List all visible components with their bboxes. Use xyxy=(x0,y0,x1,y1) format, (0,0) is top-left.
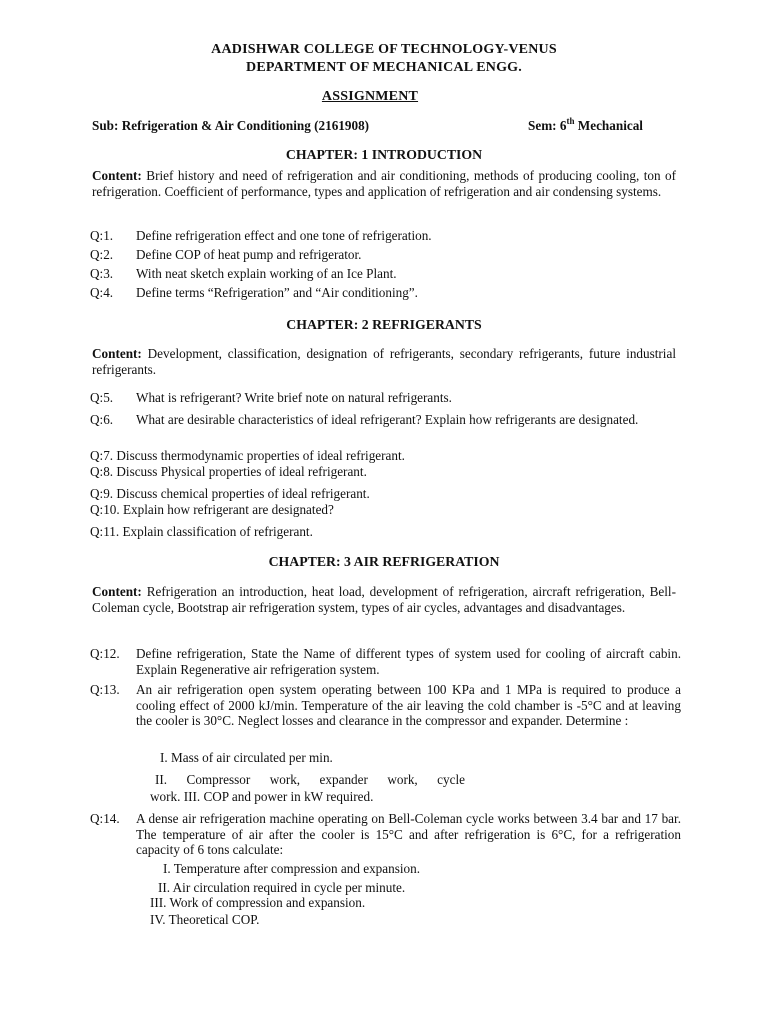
question-text: Define terms “Refrigeration” and “Air conditioning”. xyxy=(136,285,418,300)
chapter1-content xyxy=(92,168,676,199)
question-number: Q:12. xyxy=(90,646,120,661)
question-number: Q:3. xyxy=(90,266,114,281)
chapter2-content xyxy=(92,346,676,377)
question-number: Q:14. xyxy=(90,811,120,826)
sem-suffix: Mechanical xyxy=(574,118,643,133)
q13-part-ii: II. Compressor work, expander work, cycle xyxy=(155,772,465,787)
chapter3-title: CHAPTER: 3 AIR REFRIGERATION xyxy=(268,554,500,569)
question-text: Define refrigeration effect and one tone of refrigeration. xyxy=(136,228,432,243)
subject-line: Sub: Refrigeration & Air Conditioning (2161908) xyxy=(92,118,370,133)
question-line: Q:11. Explain classification of refrigerant. xyxy=(90,524,313,539)
q14-part-iv: IV. Theoretical COP. xyxy=(150,912,260,927)
q14-part-i: I. Temperature after compression and expansion. xyxy=(163,861,420,876)
question-text: With neat sketch explain working of an Ice Plant. xyxy=(136,266,397,281)
assignment-label: ASSIGNMENT xyxy=(321,89,419,104)
question-number: Q:2. xyxy=(90,247,114,262)
question-row xyxy=(0,646,768,678)
question-number: Q:1. xyxy=(90,228,114,243)
content-text: Brief history and need of refrigeration and air conditioning, methods of producing cooling, ton of refrigeration. Coefficient of performance, types and application of refrigeration and air condensing systems. xyxy=(92,168,676,199)
q14-part-iii: III. Work of compression and expansion. xyxy=(150,895,366,910)
question-number: Q:6. xyxy=(90,412,114,427)
question-line: Q:9. Discuss chemical properties of ideal refrigerant. xyxy=(90,486,370,501)
chapter1-title: CHAPTER: 1 INTRODUCTION xyxy=(285,147,483,162)
assignment-heading xyxy=(0,89,768,105)
content-label: Content: xyxy=(92,584,142,599)
chapter2-title: CHAPTER: 2 REFRIGERANTS xyxy=(286,317,482,332)
q13-part-i: I. Mass of air circulated per min. xyxy=(160,750,333,765)
content-text: Refrigeration an introduction, heat load, development of refrigeration, aircraft refrigeration, Bell-Coleman cycle, Bootstrap air refrigeration system, types of air cycles, advantages and disadvantages. xyxy=(92,584,676,615)
chapter3-content xyxy=(92,584,676,615)
question-line: Q:10. Explain how refrigerant are designated? xyxy=(90,502,334,517)
semester-line xyxy=(528,118,643,134)
question-number: Q:5. xyxy=(90,390,114,405)
question-text: A dense air refrigeration machine operating on Bell-Coleman cycle works between 3.4 bar and 17 bar. The temperature of air after the cooler is 15°C and after refrigeration is 6°C, for a refrigeration capacity of 6 tons calculate: xyxy=(136,811,681,857)
sem-prefix: Sem: 6 xyxy=(528,118,567,133)
department-name: DEPARTMENT OF MECHANICAL ENGG. xyxy=(246,60,522,75)
question-row xyxy=(0,266,768,285)
question-line: Q:8. Discuss Physical properties of ideal refrigerant. xyxy=(90,464,367,479)
content-label: Content: xyxy=(92,168,142,183)
content-label: Content: xyxy=(92,346,142,361)
question-row xyxy=(0,247,768,266)
question-row xyxy=(0,682,768,748)
content-text: Development, classification, designation of refrigerants, secondary refrigerants, future industrial refrigerants. xyxy=(92,346,676,377)
q13-part-iii: work. III. COP and power in kW required. xyxy=(150,789,374,804)
question-row xyxy=(0,811,768,861)
question-text: Define COP of heat pump and refrigerator. xyxy=(136,247,362,262)
sem-superscript: th xyxy=(566,116,575,126)
question-row xyxy=(0,228,768,247)
question-text: What is refrigerant? Write brief note on natural refrigerants. xyxy=(136,390,452,405)
question-row xyxy=(0,285,768,304)
question-row xyxy=(0,390,768,410)
question-number: Q:13. xyxy=(90,682,120,697)
q14-part-ii: II. Air circulation required in cycle per minute. xyxy=(158,880,406,895)
chapter1-questions xyxy=(0,228,768,304)
college-name: AADISHWAR COLLEGE OF TECHNOLOGY-VENUS xyxy=(211,42,557,57)
question-row xyxy=(0,412,768,446)
question-text: An air refrigeration open system operating between 100 KPa and 1 MPa is required to produce a cooling effect of 2000 kJ/min. Temperature of the air leaving the cold chamber is -5°C and at leaving the cooler is 30°C. Neglect losses and clearance in the compressor and expander. Determine : xyxy=(136,682,681,728)
question-number: Q:4. xyxy=(90,285,114,300)
question-text: Define refrigeration, State the Name of different types of system used for cooling of aircraft cabin. Explain Regenerative air refrigeration system. xyxy=(136,646,681,677)
question-line: Q:7. Discuss thermodynamic properties of ideal refrigerant. xyxy=(90,448,405,463)
question-text: What are desirable characteristics of ideal refrigerant? Explain how refrigerants are designated. xyxy=(136,412,639,427)
